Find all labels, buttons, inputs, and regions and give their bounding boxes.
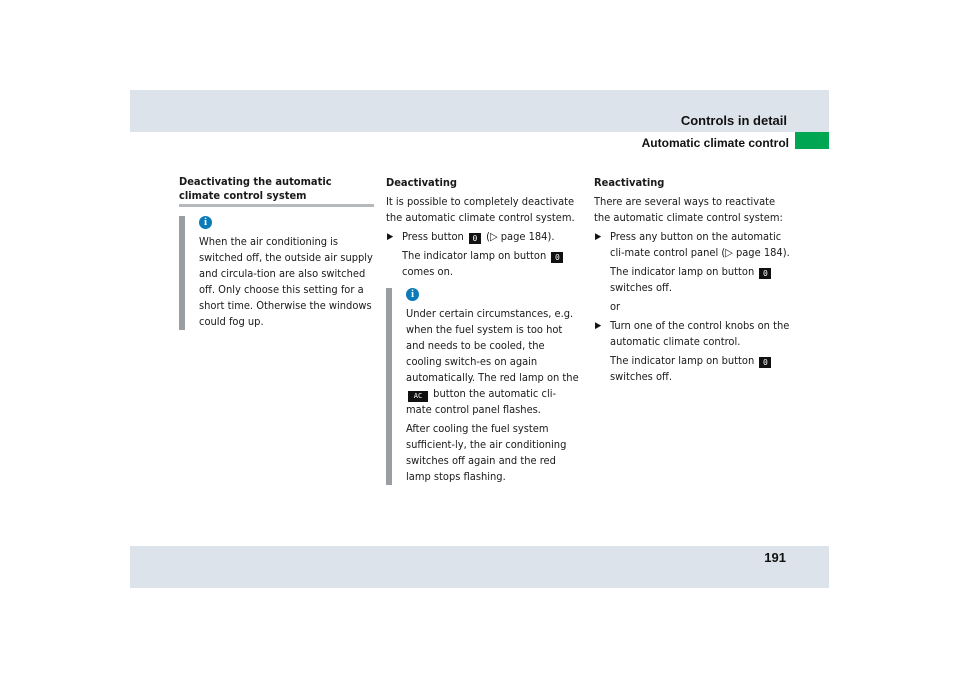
- footer-band: [130, 546, 829, 588]
- section-title: Automatic climate control: [641, 136, 789, 150]
- info-icon: i: [406, 288, 419, 301]
- step-result: The indicator lamp on button 0 comes on.: [386, 248, 581, 280]
- column-middle: [386, 175, 581, 488]
- info-note-text: When the air conditioning is switched off, the outside air supply and circula-tion are also switched off. Only choose this setting for a short time. Otherwise the windows could fog up.: [199, 235, 373, 328]
- info-note: [179, 216, 374, 330]
- step-result: The indicator lamp on button 0 switches off.: [594, 264, 794, 296]
- info-icon: i: [199, 216, 212, 229]
- step-result: The indicator lamp on button 0 switches off.: [594, 353, 794, 385]
- or-text: or: [610, 300, 621, 313]
- column-left: [179, 175, 374, 333]
- bullet-arrow-icon: ▶: [387, 232, 394, 242]
- deactivating-intro: It is possible to completely deactivate the automatic climate control system.: [386, 195, 575, 224]
- info-note-bar: [386, 288, 392, 485]
- step-press-any-button: ▶ Press any button on the automatic cli-mate control panel (▷ page 184).: [595, 230, 790, 259]
- ac-button-icon: AC: [408, 391, 428, 402]
- reactivating-intro: There are several ways to reactivate the automatic climate control system:: [594, 195, 783, 224]
- header-band: [130, 90, 829, 132]
- off-button-icon: 0: [551, 252, 563, 263]
- section-heading: Deactivating the automatic climate control system: [179, 175, 374, 207]
- column-right: [594, 175, 794, 388]
- page-number: 191: [764, 550, 786, 565]
- chapter-title: Controls in detail: [680, 113, 787, 128]
- off-button-icon: 0: [759, 357, 771, 368]
- info-note-text: Under certain circumstances, e.g. when the fuel system is too hot and needs to be cooled, the cooling switch-es on again automatically. The red lamp on the AC button the automatic cli-mate control panel flashes.: [406, 307, 579, 416]
- chapter-tab-marker: [795, 132, 829, 149]
- off-button-icon: 0: [759, 268, 771, 279]
- info-note-bar: [179, 216, 185, 330]
- reactivating-heading: Reactivating: [594, 176, 665, 189]
- info-note: [386, 288, 581, 485]
- step-turn-knob: ▶ Turn one of the control knobs on the automatic climate control.: [595, 319, 790, 348]
- off-button-icon: 0: [469, 233, 481, 244]
- step-press-button: ▶ Press button 0 (▷ page 184).: [387, 230, 555, 243]
- deactivating-heading: Deactivating: [386, 176, 457, 189]
- bullet-arrow-icon: ▶: [595, 232, 602, 242]
- bullet-arrow-icon: ▶: [595, 321, 602, 331]
- info-note-text: After cooling the fuel system sufficient-ly, the air conditioning switches off again and the red lamp stops flashing.: [406, 422, 567, 483]
